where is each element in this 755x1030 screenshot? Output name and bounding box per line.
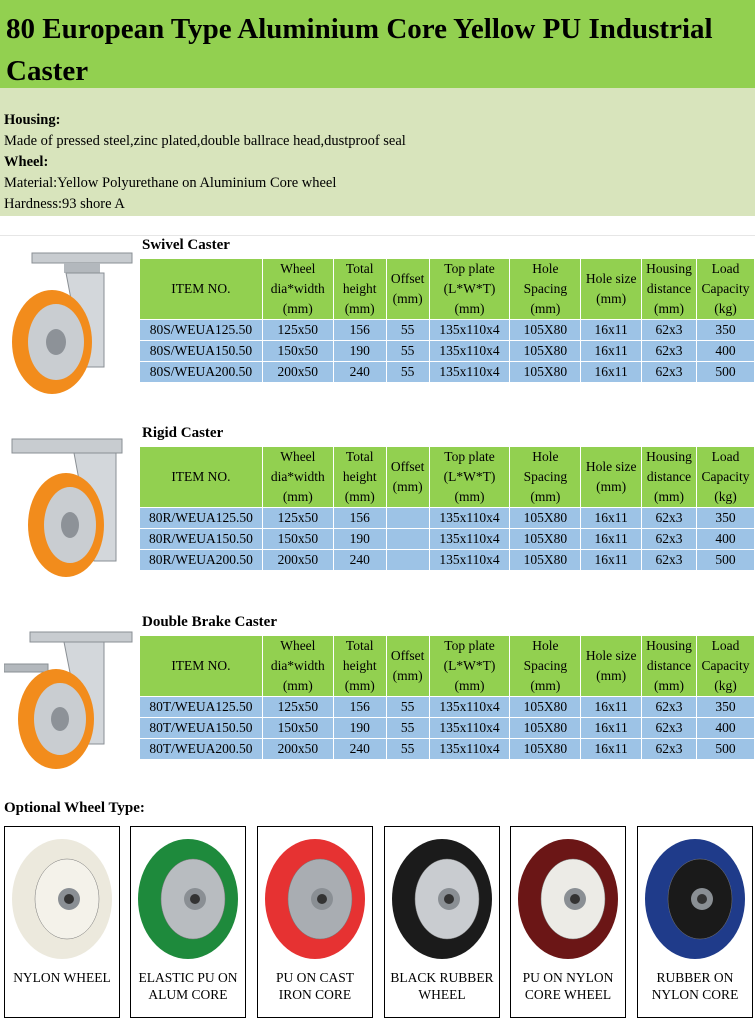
table-cell: 240 <box>333 550 386 571</box>
column-header-line: (mm) <box>454 678 485 693</box>
column-header-line: Total <box>345 449 374 464</box>
hardness-text: Hardness:93 shore A <box>4 196 125 212</box>
table-cell: 105X80 <box>510 341 581 362</box>
column-header-line: Hole size <box>585 271 637 286</box>
column-header <box>696 259 754 320</box>
section-title: Double Brake Caster <box>142 614 277 630</box>
table-cell: 62x3 <box>642 341 697 362</box>
column-header-line: Load <box>711 261 740 276</box>
table-cell: 80T/WEUA150.50 <box>140 718 263 739</box>
table-cell: 105X80 <box>510 550 581 571</box>
column-header-line: distance <box>646 469 692 484</box>
table-cell: 105X80 <box>510 508 581 529</box>
optional-wheel-title: Optional Wheel Type: <box>4 800 145 816</box>
table-cell: 190 <box>333 718 386 739</box>
column-header-line: Hole <box>532 449 559 464</box>
spec-info-panel <box>0 88 755 216</box>
wheel-axle-hole <box>570 894 580 904</box>
column-header <box>697 636 755 697</box>
column-header <box>333 636 386 697</box>
table-cell: 135x110x4 <box>429 739 510 760</box>
column-header-line: Total <box>345 261 374 276</box>
table-cell: 62x3 <box>642 739 697 760</box>
wheel-caption <box>5 969 119 986</box>
wheel-caption <box>258 969 372 1003</box>
column-header-line: ITEM NO. <box>171 658 231 673</box>
column-header-line: Hole size <box>585 459 637 474</box>
column-header-line: (kg) <box>714 301 737 316</box>
table-cell: 80T/WEUA125.50 <box>140 697 263 718</box>
table-cell: 156 <box>333 320 386 341</box>
table-cell: 350 <box>697 697 755 718</box>
column-header-line: (mm) <box>654 489 685 504</box>
table-cell: 135x110x4 <box>429 320 510 341</box>
wheel-card <box>4 826 120 1018</box>
wheel-caption-line: NYLON WHEEL <box>13 970 111 985</box>
table-cell: 400 <box>697 529 755 550</box>
table-cell: 190 <box>333 529 386 550</box>
column-header-line: (kg) <box>714 678 737 693</box>
table-cell: 55 <box>386 739 429 760</box>
table-row <box>140 362 755 383</box>
table-cell: 62x3 <box>642 362 697 383</box>
table-cell: 105X80 <box>510 320 581 341</box>
column-header <box>262 636 333 697</box>
column-header-line: (mm) <box>282 678 313 693</box>
table-cell <box>386 508 429 529</box>
column-header-line: Offset <box>390 459 425 474</box>
header-row <box>140 636 755 697</box>
column-header <box>140 447 263 508</box>
wheel-caption-line: IRON CORE <box>278 987 352 1002</box>
column-header-line: Wheel <box>280 261 316 276</box>
table-row <box>140 341 755 362</box>
table-cell <box>386 529 429 550</box>
header-row <box>140 447 755 508</box>
column-header <box>642 259 697 320</box>
table-cell: 16x11 <box>581 529 642 550</box>
table-cell: 105X80 <box>510 697 581 718</box>
wheel-caption-line: NYLON CORE <box>651 987 739 1002</box>
housing-label: Housing: <box>4 112 61 128</box>
table-cell: 62x3 <box>642 697 697 718</box>
table-cell: 240 <box>333 739 386 760</box>
column-header-line: Capacity <box>701 469 750 484</box>
wheel-image <box>262 835 368 963</box>
wheel-caption-line: WHEEL <box>418 987 466 1002</box>
wheel-caption <box>385 969 499 1003</box>
table-cell: 500 <box>696 362 754 383</box>
table-cell: 125x50 <box>262 320 333 341</box>
wheel-caption-line: ELASTIC PU ON <box>138 970 238 985</box>
table-row <box>140 739 755 760</box>
column-header-line: (mm) <box>654 678 685 693</box>
column-header <box>333 259 386 320</box>
wheel-card <box>510 826 626 1018</box>
column-header <box>140 636 263 697</box>
table-cell: 80R/WEUA150.50 <box>140 529 263 550</box>
table-row <box>140 697 755 718</box>
column-header-line: dia*width <box>270 469 325 484</box>
table-row <box>140 508 755 529</box>
table-cell: 135x110x4 <box>429 508 510 529</box>
wheel-axle-hole <box>444 894 454 904</box>
material-text: Material:Yellow Polyurethane on Aluminium Core wheel <box>4 175 337 191</box>
column-header-line: Housing <box>646 449 692 464</box>
column-header <box>510 259 581 320</box>
table-cell: 500 <box>697 550 755 571</box>
table-cell: 62x3 <box>642 320 697 341</box>
wheel-caption-line: RUBBER ON <box>656 970 734 985</box>
column-header <box>697 447 755 508</box>
table-cell: 55 <box>386 362 429 383</box>
column-header-line: (L*W*T) <box>443 281 496 296</box>
column-header-line: ITEM NO. <box>171 469 231 484</box>
wheel-axle-hole <box>317 894 327 904</box>
table-cell: 62x3 <box>642 508 697 529</box>
rigid-caster-image <box>4 435 136 585</box>
wheel-card <box>637 826 753 1018</box>
wheel-caption <box>638 969 752 1003</box>
column-header-line: Spacing <box>523 281 568 296</box>
column-header-line: (L*W*T) <box>443 469 496 484</box>
table-cell: 16x11 <box>581 362 642 383</box>
column-header-line: (mm) <box>344 489 375 504</box>
column-header-line: (mm) <box>654 301 685 316</box>
wheel-axle-hole <box>190 894 200 904</box>
column-header <box>642 636 697 697</box>
column-header-line: Offset <box>390 271 425 286</box>
column-header-line: (mm) <box>344 301 375 316</box>
column-header-line: Wheel <box>280 638 316 653</box>
column-header-line: Housing <box>646 261 692 276</box>
column-header <box>262 259 333 320</box>
table-cell: 156 <box>333 697 386 718</box>
table-cell: 80T/WEUA200.50 <box>140 739 263 760</box>
table-cell: 105X80 <box>510 529 581 550</box>
table-cell: 80S/WEUA200.50 <box>140 362 263 383</box>
table-cell: 135x110x4 <box>429 697 510 718</box>
table-cell: 400 <box>696 341 754 362</box>
table-cell: 200x50 <box>262 362 333 383</box>
wheel-axle-hole <box>64 894 74 904</box>
column-header-line: Offset <box>390 648 425 663</box>
wheel-caption-line: PU ON CAST <box>275 970 354 985</box>
column-header-line: Spacing <box>523 658 568 673</box>
wheel-caption-line: PU ON NYLON <box>522 970 614 985</box>
column-header-line: Load <box>711 638 740 653</box>
table-cell: 62x3 <box>642 718 697 739</box>
column-header-line: Capacity <box>701 281 750 296</box>
section-title: Rigid Caster <box>142 425 224 441</box>
wheel-caption <box>131 969 245 1003</box>
column-header <box>429 447 510 508</box>
section-title: Swivel Caster <box>142 237 230 253</box>
table-cell: 350 <box>697 508 755 529</box>
table-cell: 55 <box>386 320 429 341</box>
column-header <box>386 447 429 508</box>
column-header <box>333 447 386 508</box>
column-header-line: (mm) <box>454 489 485 504</box>
table-cell: 16x11 <box>581 718 642 739</box>
table-cell: 16x11 <box>581 508 642 529</box>
swivel-caster-image <box>4 247 136 397</box>
column-header-line: (mm) <box>392 291 423 306</box>
page-title: 80 European Type Aluminium Core Yellow PU Industrial Caster <box>6 13 713 87</box>
column-header <box>386 259 429 320</box>
spec-table <box>139 446 755 571</box>
table-cell: 150x50 <box>262 718 333 739</box>
spec-table <box>139 635 755 760</box>
column-header-line: Hole size <box>585 648 637 663</box>
wheel-image <box>642 835 748 963</box>
wheel-card <box>384 826 500 1018</box>
table-cell: 200x50 <box>262 739 333 760</box>
column-header-line: Spacing <box>523 469 568 484</box>
spec-table <box>139 258 755 383</box>
table-cell <box>386 550 429 571</box>
table-row <box>140 550 755 571</box>
wheel-image <box>9 835 115 963</box>
column-header-line: height <box>342 281 377 296</box>
wheel-caption <box>511 969 625 1003</box>
table-cell: 125x50 <box>262 697 333 718</box>
column-header-line: distance <box>646 281 692 296</box>
column-header <box>510 447 581 508</box>
column-header-line: dia*width <box>270 658 325 673</box>
wheel-label: Wheel: <box>4 154 49 170</box>
table-cell: 135x110x4 <box>429 718 510 739</box>
column-header-line: height <box>342 658 377 673</box>
column-header-line: distance <box>646 658 692 673</box>
column-header <box>429 259 510 320</box>
table-row <box>140 320 755 341</box>
column-header <box>386 636 429 697</box>
column-header-line: (mm) <box>530 678 561 693</box>
table-cell: 80R/WEUA125.50 <box>140 508 263 529</box>
table-cell: 125x50 <box>262 508 333 529</box>
column-header-line: (mm) <box>392 479 423 494</box>
column-header <box>581 259 642 320</box>
table-cell: 16x11 <box>581 697 642 718</box>
column-header-line: (kg) <box>714 489 737 504</box>
column-header <box>429 636 510 697</box>
table-row <box>140 529 755 550</box>
table-cell: 135x110x4 <box>429 362 510 383</box>
table-cell: 105X80 <box>510 739 581 760</box>
wheel-caption-line: BLACK RUBBER <box>390 970 494 985</box>
wheel-card <box>130 826 246 1018</box>
column-header-line: Wheel <box>280 449 316 464</box>
table-cell: 400 <box>697 718 755 739</box>
table-cell: 150x50 <box>262 341 333 362</box>
column-header-line: Hole <box>532 261 559 276</box>
table-cell: 500 <box>697 739 755 760</box>
column-header <box>262 447 333 508</box>
table-cell: 150x50 <box>262 529 333 550</box>
table-cell: 135x110x4 <box>429 550 510 571</box>
column-header-line: (mm) <box>596 479 627 494</box>
column-header-line: Total <box>345 638 374 653</box>
wheel-caption-line: CORE WHEEL <box>524 987 612 1002</box>
table-cell: 16x11 <box>581 320 642 341</box>
table-cell: 16x11 <box>581 739 642 760</box>
table-cell: 62x3 <box>642 529 697 550</box>
column-header-line: Load <box>711 449 740 464</box>
column-header-line: ITEM NO. <box>171 281 231 296</box>
header-row <box>140 259 755 320</box>
column-header-line: Top plate <box>444 261 495 276</box>
column-header-line: (mm) <box>530 489 561 504</box>
table-cell: 55 <box>386 718 429 739</box>
table-cell: 80S/WEUA125.50 <box>140 320 263 341</box>
table-cell: 350 <box>696 320 754 341</box>
wheel-axle-hole <box>697 894 707 904</box>
column-header-line: Top plate <box>444 449 495 464</box>
column-header <box>581 447 642 508</box>
column-header-line: Hole <box>532 638 559 653</box>
column-header-line: Housing <box>646 638 692 653</box>
column-header-line: height <box>342 469 377 484</box>
table-cell: 16x11 <box>581 341 642 362</box>
table-row <box>140 718 755 739</box>
column-header-line: (mm) <box>344 678 375 693</box>
wheel-image <box>515 835 621 963</box>
table-cell: 240 <box>333 362 386 383</box>
table-cell: 55 <box>386 697 429 718</box>
column-header-line: dia*width <box>270 281 325 296</box>
column-header-line: Capacity <box>701 658 750 673</box>
column-header-line: (mm) <box>530 301 561 316</box>
table-cell: 135x110x4 <box>429 341 510 362</box>
column-header-line: (mm) <box>596 291 627 306</box>
table-cell: 105X80 <box>510 362 581 383</box>
column-header-line: (mm) <box>454 301 485 316</box>
column-header <box>642 447 697 508</box>
housing-text: Made of pressed steel,zinc plated,double ballrace head,dustproof seal <box>4 133 406 149</box>
table-cell: 62x3 <box>642 550 697 571</box>
table-cell: 105X80 <box>510 718 581 739</box>
table-cell: 80R/WEUA200.50 <box>140 550 263 571</box>
wheel-card <box>257 826 373 1018</box>
table-cell: 135x110x4 <box>429 529 510 550</box>
column-header-line: (L*W*T) <box>443 658 496 673</box>
column-header <box>510 636 581 697</box>
column-header-line: (mm) <box>282 489 313 504</box>
table-cell: 200x50 <box>262 550 333 571</box>
table-cell: 16x11 <box>581 550 642 571</box>
divider <box>0 235 755 236</box>
double-brake-caster-image <box>4 624 136 774</box>
table-cell: 80S/WEUA150.50 <box>140 341 263 362</box>
column-header-line: (mm) <box>596 668 627 683</box>
table-cell: 156 <box>333 508 386 529</box>
column-header <box>140 259 263 320</box>
wheel-image <box>135 835 241 963</box>
wheel-image <box>389 835 495 963</box>
column-header-line: (mm) <box>392 668 423 683</box>
title-bar <box>0 0 755 88</box>
column-header-line: (mm) <box>282 301 313 316</box>
table-cell: 55 <box>386 341 429 362</box>
column-header <box>581 636 642 697</box>
wheel-caption-line: ALUM CORE <box>148 987 228 1002</box>
table-cell: 190 <box>333 341 386 362</box>
column-header-line: Top plate <box>444 638 495 653</box>
